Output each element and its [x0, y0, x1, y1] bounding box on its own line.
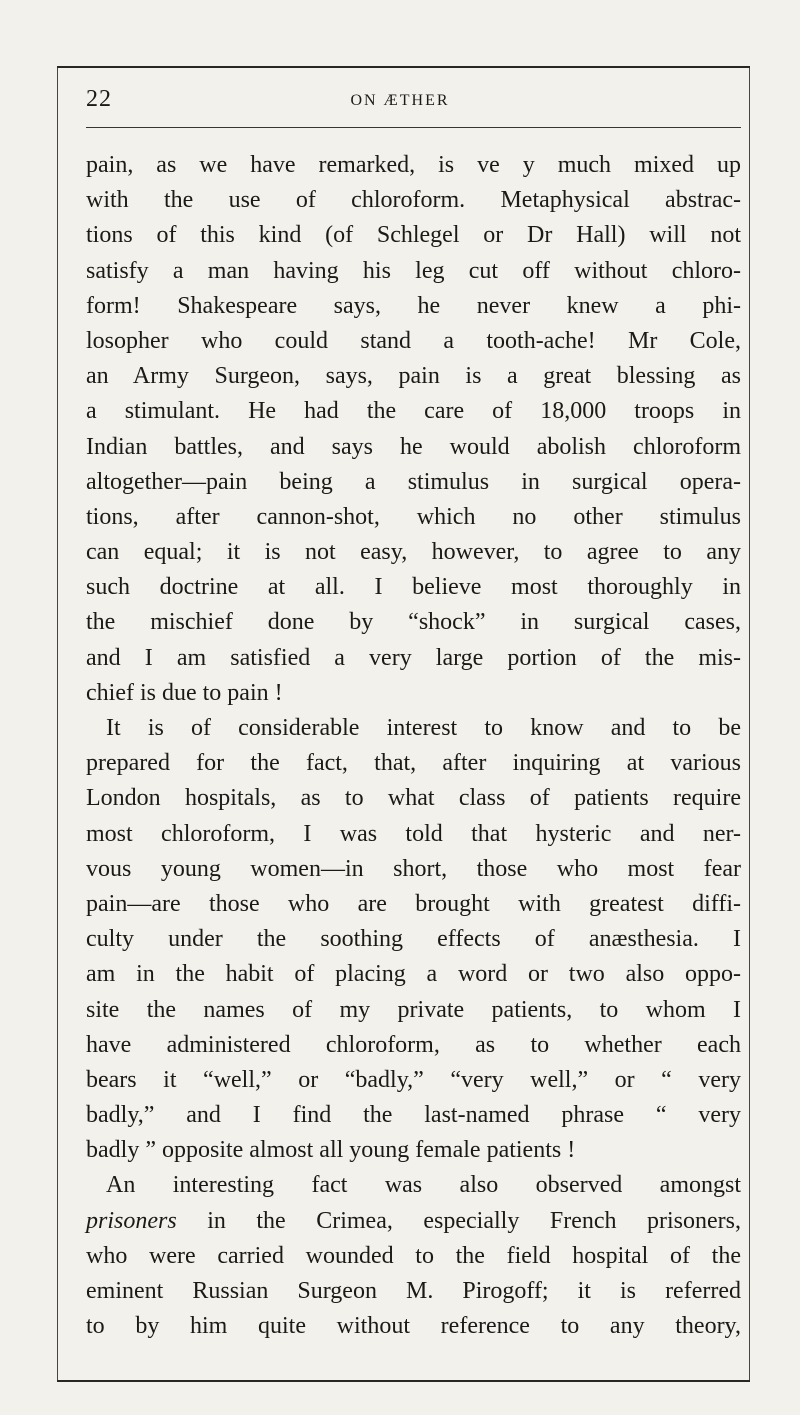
- text-line: a stimulant. He had the care of 18,000 troops in: [86, 398, 741, 425]
- text-line: chief is due to pain !: [86, 679, 283, 706]
- text-line: badly,” and I find the last-named phrase “ very: [86, 1102, 741, 1129]
- text-line: vous young women—in short, those who most fear: [86, 855, 741, 882]
- text-line: to by him quite without reference to any theory,: [86, 1313, 741, 1340]
- text-line: culty under the soothing effects of anæsthesia. I: [86, 926, 741, 953]
- text-line: an Army Surgeon, says, pain is a great blessing as: [86, 363, 741, 390]
- text-line: such doctrine at all. I believe most thoroughly in: [86, 574, 741, 601]
- paragraph-start-line: It is of considerable interest to know and to be: [106, 715, 741, 741]
- text-line: prepared for the fact, that, after inquiring at various: [86, 750, 741, 777]
- text-line: tions of this kind (of Schlegel or Dr Hall) will not: [86, 222, 741, 249]
- page-border-bottom: [57, 1380, 750, 1382]
- text-line-with-italic: [86, 1204, 741, 1239]
- text-line: most chloroform, I was told that hysteric and ner-: [86, 820, 741, 847]
- text-line: satisfy a man having his leg cut off without chloro-: [86, 257, 741, 284]
- text-line: London hospitals, as to what class of patients require: [86, 785, 741, 812]
- header-rule: [86, 127, 741, 128]
- page-border-left: [57, 68, 58, 1382]
- text-line: form! Shakespeare says, he never knew a phi-: [86, 292, 741, 319]
- running-title: ON ÆTHER: [350, 92, 450, 109]
- text-line: the mischief done by “shock” in surgical cases,: [86, 609, 741, 636]
- text-line: Indian battles, and says he would abolish chloroform: [86, 433, 741, 460]
- page-number: 22: [86, 86, 112, 112]
- body-text: [86, 148, 741, 1344]
- text-line: losopher who could stand a tooth-ache! Mr Cole,: [86, 327, 741, 354]
- text-line: can equal; it is not easy, however, to agree to any: [86, 539, 741, 566]
- text-line: and I am satisfied a very large portion of the mis-: [86, 644, 741, 671]
- text-line: altogether—pain being a stimulus in surgical opera-: [86, 468, 741, 495]
- italic-word: prisoners: [86, 1207, 177, 1234]
- text-line: am in the habit of placing a word or two also oppo-: [86, 961, 741, 988]
- paragraph-start-line: An interesting fact was also observed amongst: [106, 1172, 741, 1199]
- text-line: site the names of my private patients, to whom I: [86, 996, 741, 1023]
- page-border-top: [57, 66, 750, 68]
- text-line: badly ” opposite almost all young female patients !: [86, 1137, 576, 1164]
- text-line: bears it “well,” or “badly,” “very well,” or “ very: [86, 1066, 741, 1093]
- text-line: have administered chloroform, as to whether each: [86, 1031, 741, 1058]
- text-line: pain, as we have remarked, is ve y much mixed up: [86, 152, 741, 178]
- text-line: tions, after cannon-shot, which no other stimulus: [86, 503, 741, 530]
- text-line: who were carried wounded to the field hospital of the: [86, 1242, 741, 1269]
- text-line: with the use of chloroform. Metaphysical abstrac-: [86, 187, 741, 214]
- page-border-right: [749, 68, 750, 1382]
- text-line: eminent Russian Surgeon M. Pirogoff; it is referred: [86, 1278, 741, 1304]
- text-line: pain—are those who are brought with greatest diffi-: [86, 890, 741, 917]
- text-line-rest: in the Crimea, especially French prisoners,: [207, 1207, 741, 1234]
